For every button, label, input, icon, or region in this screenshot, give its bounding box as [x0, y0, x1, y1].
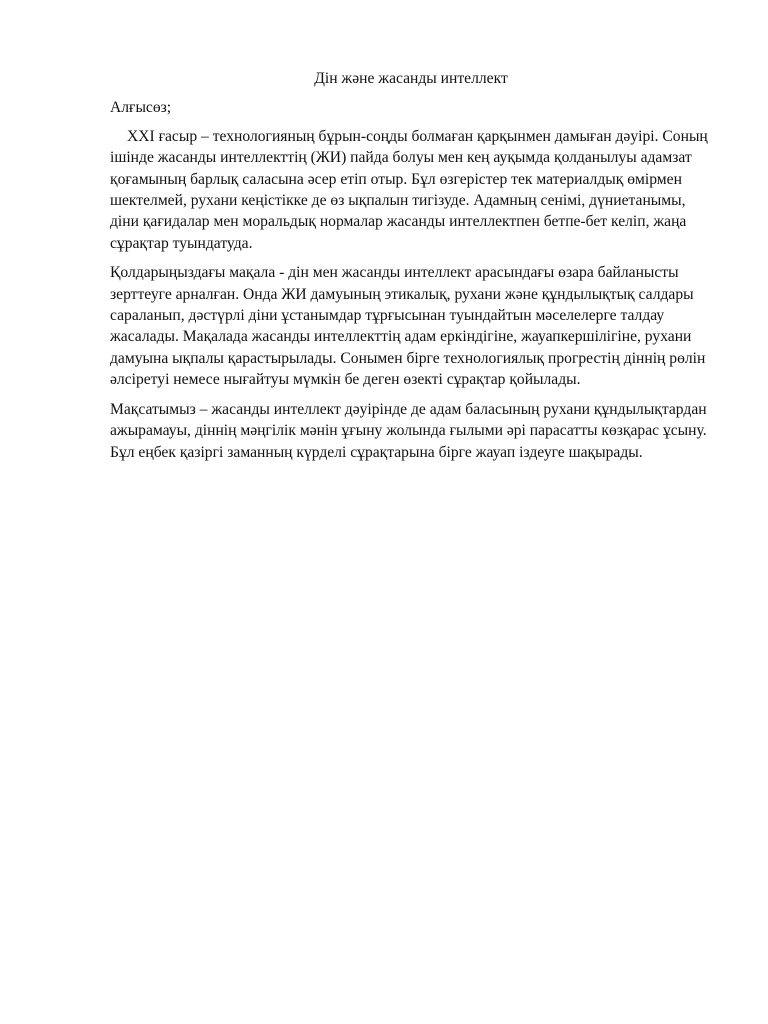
preface-label: Алғысөз;	[110, 99, 172, 117]
paragraph-3: Мақсатымыз – жасанды интеллект дәуірінде де адам баласының рухани құндылықтардан ажырамауы, діннің мәңгілік мәнін ұғыну жолында ғылыми әрі парасатты көзқарас ұсыну. Бұл еңбек қазіргі заманның күрделі сұрақтарына бірге жауап іздеуге шақырады.	[110, 400, 707, 461]
document-title: Дін және жасанды интеллект	[314, 70, 508, 87]
paragraph-1: XXI ғасыр – технологияның бұрын-соңды болмаған қарқынмен дамыған дәуірі. Соның ішінде жасанды интеллекттің (ЖИ) пайда болуы мен кең ауқымда қолданылуы адамзат қоғамының барлық саласына әсер етіп отыр. Бұл өзгерістер тек материалдық өмірмен шектелмей, рухани кеңістікке де өз ықпалын тигізуде. Адамның сенімі, дүниетанымы, діни қағидалар мен моральдық нормалар жасанды интеллектпен бетпе-бет келіп, жаңа сұрақтар туындатуда.	[110, 127, 708, 252]
document-body	[110, 68, 712, 471]
paragraph-2: Қолдарыңыздағы мақала - дін мен жасанды интеллект арасындағы өзара байланысты зерттеуге арналған. Онда ЖИ дамуының этикалық, рухани және құндылықтық салдары сараланып, дәстүрлі діни ұстанымдар тұрғысынан туындайтын мәселелерге талдау жасалады. Мақалада жасанды интеллекттің адам еркіндігіне, жауапкершілігіне, рухани дамуына ықпалы қарастырылады. Сонымен бірге технологиялық прогрестің діннің рөлін әлсіретуі немесе нығайтуы мүмкін бе деген өзекті сұрақтар қойылады.	[110, 264, 706, 389]
